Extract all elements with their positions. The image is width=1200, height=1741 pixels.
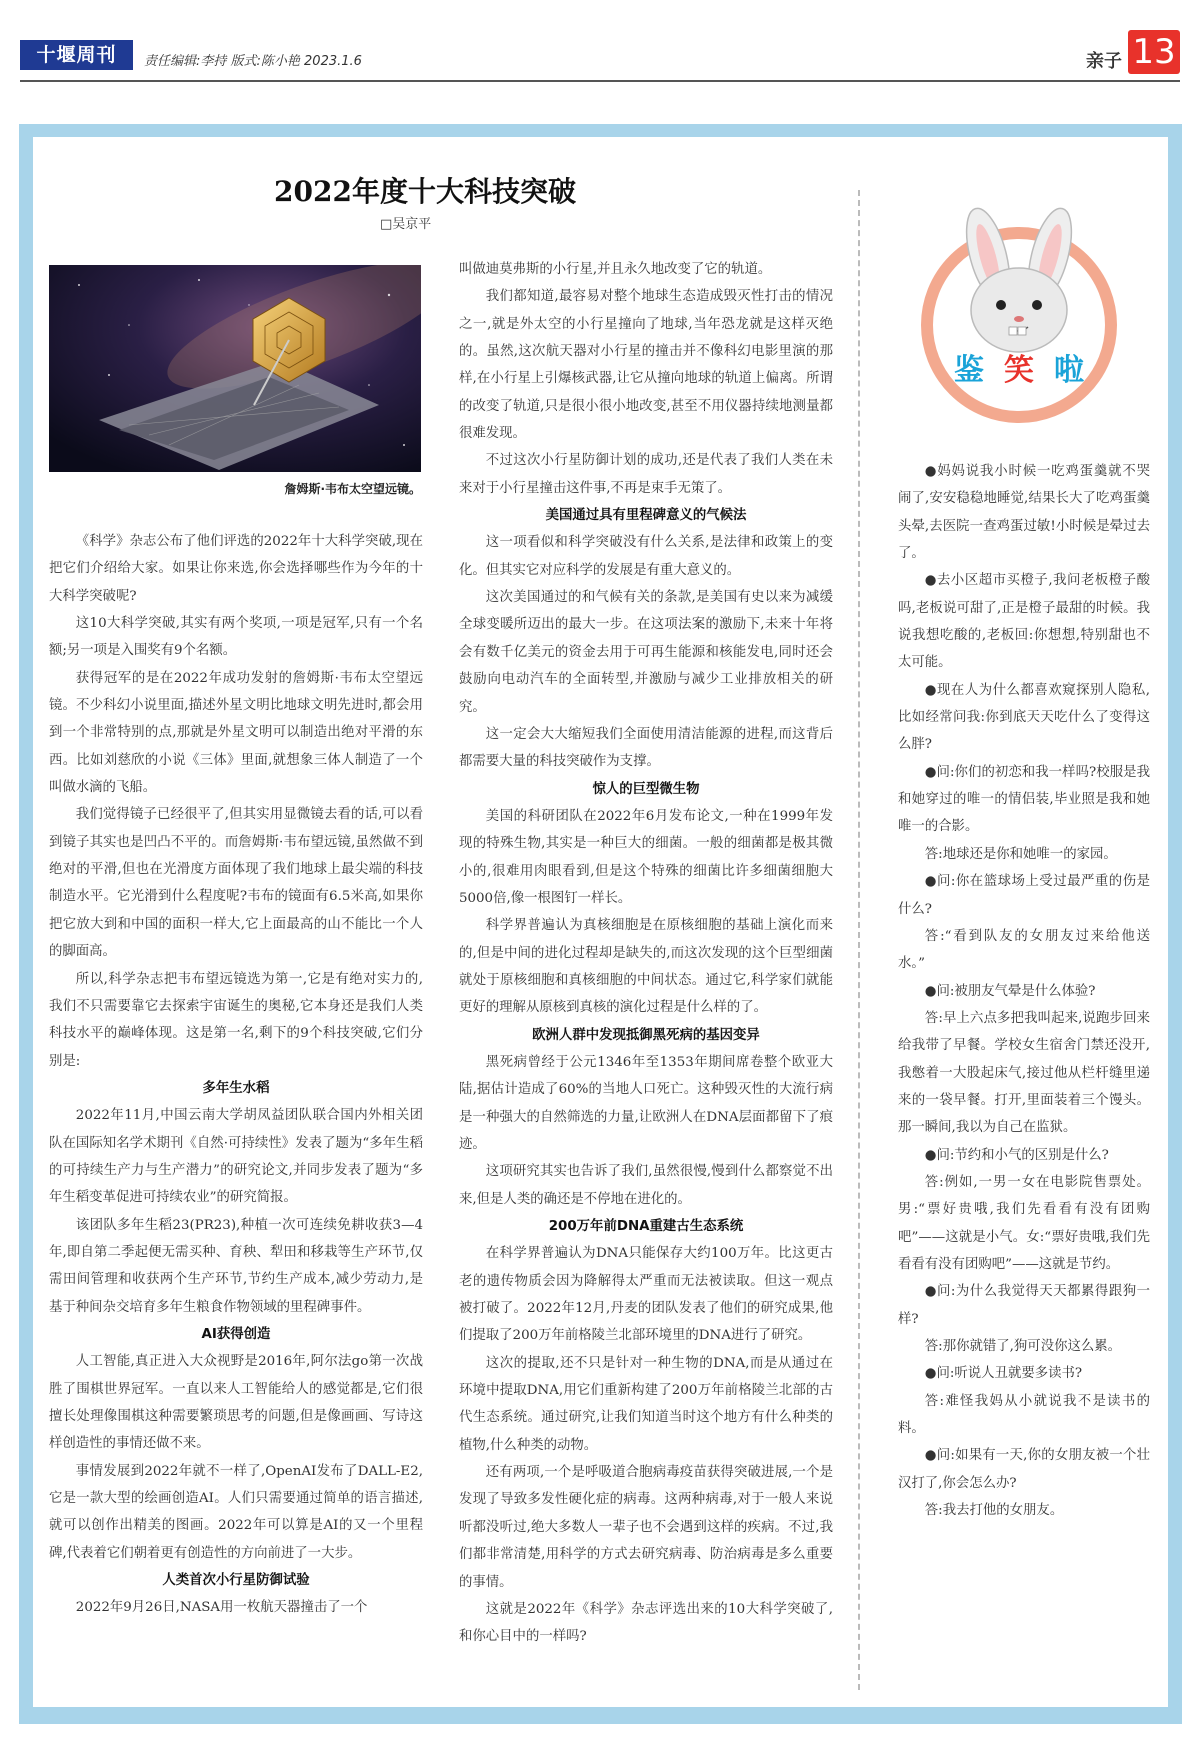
paragraph: ●问:节约和小气的区别是什么?: [924, 1147, 1109, 1163]
paragraph: 这10大科学突破,其实有两个奖项,一项是冠军,只有一个名额;另一项是入围奖有9个名额。: [49, 616, 423, 659]
paragraph: 答:难怪我妈从小就说我不是读书的料。: [898, 1393, 1150, 1437]
paragraph: ●妈妈说我小时候一吃鸡蛋羹就不哭闹了,安安稳稳地睡觉,结果长大了吃鸡蛋羹头晕,去医院一查鸡蛋过敏!小时候是晕过去了。: [898, 464, 1150, 562]
article-title: 2022年度十大科技突破: [274, 175, 576, 208]
paragraph: 我们觉得镜子已经很平了,但其实用显微镜去看的话,可以看到镜子其实也是凹凸不平的。而詹姆斯·韦布望远镜,虽然做不到绝对的平滑,但也在光滑度方面体现了我们地球上最尖端的科技制造水平。它光滑到什么程度呢?韦布的镜面有6.5米高,如果你把它放大到和中国的面积一样大,它上面最高的山不能比一个人的脚面高。: [49, 807, 423, 960]
paragraph: ●问:你们的初恋和我一样吗?校服是我和她穿过的唯一的情侣装,毕业照是我和她唯一的合影。: [898, 764, 1150, 835]
jokes-column: [898, 458, 1150, 1524]
photo-caption: 詹姆斯·韦布太空望远镜。: [284, 482, 421, 496]
subheading: 欧洲人群中发现抵御黑死病的基因变异: [532, 1027, 760, 1043]
header-rule: [20, 80, 1180, 82]
column-separator: [858, 190, 860, 1690]
paragraph: ●问:如果有一天,你的女朋友被一个壮汉打了,你会怎么办?: [898, 1448, 1150, 1491]
paragraph: ●问:你在篮球场上受过最严重的伤是什么?: [898, 874, 1150, 917]
subheading: 多年生水稻: [202, 1080, 270, 1096]
joke-title-char: 鉴: [954, 353, 984, 388]
page-number: 13: [1128, 30, 1180, 74]
paragraph: 答:地球还是你和她唯一的家园。: [924, 846, 1117, 862]
paragraph: 这一定会大大缩短我们全面使用清洁能源的进程,而这背后都需要大量的科技突破作为支撑。: [459, 726, 833, 770]
joke-title-char: 啦: [1054, 353, 1084, 388]
paragraph: 《科学》杂志公布了他们评选的2022年十大科学突破,现在把它们介绍给大家。如果让你来选,你会选择哪些作为今年的十大科学突破呢?: [49, 534, 423, 604]
subheading: 人类首次小行星防御试验: [162, 1573, 310, 1589]
paragraph: 人工智能,真正进入大众视野是2016年,阿尔法go第一次战胜了围棋世界冠军。一直以来人工智能给人的感觉都是,它们很擅长处理像围棋这种需要繁琐思考的问题,但是像画画、写诗这样创造性的事情还做不来。: [49, 1354, 423, 1452]
paragraph: 黑死病曾经于公元1346年至1353年期间席卷整个欧亚大陆,据估计造成了60%的当地人口死亡。这种毁灭性的大流行病是一种强大的自然筛选的力量,让欧洲人在DNA层面都留下了痕迹。: [459, 1054, 833, 1152]
page-header: [20, 30, 1180, 86]
paragraph: 答:早上六点多把我叫起来,说跑步回来给我带了早餐。学校女生宿舍门禁还没开,我憋着一大股起床气,接过他从栏杆缝里递来的一袋早餐。打开,里面装着三个馒头。那一瞬间,我以为自己在监狱。: [898, 1010, 1150, 1136]
section-name: 亲子: [1086, 51, 1122, 72]
paragraph: 答:我去打他的女朋友。: [924, 1503, 1064, 1519]
subheading: 美国通过具有里程碑意义的气候法: [545, 508, 747, 524]
joke-corner-logo: [918, 195, 1120, 435]
paragraph: 科学界普遍认为真核细胞是在原核细胞的基础上演化而来的,但是中间的进化过程却是缺失的,而这次发现的这个巨型细菌就处于原核细胞和真核细胞的中间状态。通过它,科学家们就能更好的理解从原核到真核的演化过程是什么样的了。: [459, 918, 833, 1016]
paragraph: ●问:被朋友气晕是什么体验?: [924, 983, 1096, 999]
paragraph: ●问:为什么我觉得天天都累得跟狗一样?: [898, 1284, 1150, 1327]
paragraph: 该团队多年生稻23(PR23),种植一次可连续免耕收获3—4年,即自第二季起便无需买种、育秧、犁田和移栽等生产环节,仅需田间管理和收获两个生产环节,节约生产成本,减少劳动力,是基于种间杂交培育多年生粮食作物领域的里程碑事件。: [49, 1217, 423, 1315]
paragraph: 我们都知道,最容易对整个地球生态造成毁灭性打击的情况之一,就是外太空的小行星撞向了地球,当年恐龙就是这样灭绝的。虽然,这次航天器对小行星的撞击并不像科幻电影里演的那样,在小行星上引爆核武器,让它从撞向地球的轨道上偏离。所谓的改变了轨道,只是很小很小地改变,甚至不用仪器持续地测量都很难发现。: [459, 289, 833, 442]
subheading: 200万年前DNA重建古生态系统: [548, 1219, 744, 1235]
paragraph: 2022年11月,中国云南大学胡凤益团队联合国内外相关团队在国际知名学术期刊《自然·可持续性》发表了题为“多年生稻的可持续生产力与生产潜力”的研究论文,并同步发表了题为“多年生稻变革促进可持续农业”的研究简报。: [49, 1108, 423, 1206]
newspaper-logo: 十堰周刊: [20, 40, 133, 70]
editor-credits: 责任编辑:李持 版式:陈小艳 2023.1.6: [144, 54, 362, 69]
paragraph: ●现在人为什么都喜欢窥探别人隐私,比如经常问我:你到底天天吃什么了变得这么胖?: [898, 682, 1150, 753]
paragraph: 这就是2022年《科学》杂志评选出来的10大科学突破了,和你心目中的一样吗?: [459, 1601, 833, 1645]
subheading: 惊人的巨型微生物: [592, 781, 700, 797]
paragraph: 这一项看似和科学突破没有什么关系,是法律和政策上的变化。但其实它对应科学的发展是有重大意义的。: [459, 535, 833, 578]
article-column-2: [459, 256, 833, 1651]
paragraph: 不过这次小行星防御计划的成功,还是代表了我们人类在未来对于小行星撞击这件事,不再是束手无策了。: [459, 453, 833, 496]
telescope-photo: [49, 265, 421, 472]
paragraph: 还有两项,一个是呼吸道合胞病毒疫苗获得突破进展,一个是发现了导致多发性硬化症的病毒。这两种病毒,对于一般人来说听都没听过,绝大多数人一辈子也不会遇到这样的疾病。不过,我们都非常清楚,用科学的方式去研究病毒、防治病毒是多么重要的事情。: [459, 1465, 833, 1590]
paragraph: 这次美国通过的和气候有关的条款,是美国有史以来为减缓全球变暖所迈出的最大一步。在这项法案的激励下,未来十年将会有数千亿美元的资金去用于可再生能源和核能发电,同时还会鼓励向电动汽车的全面转型,并激励与减少工业排放相关的研究。: [459, 590, 833, 715]
paragraph: 在科学界普遍认为DNA只能保存大约100万年。比这更古老的遗传物质会因为降解得太严重而无法被读取。但这一观点被打破了。2022年12月,丹麦的团队发表了他们的研究成果,他们提取了200万年前格陵兰北部环境里的DNA进行了研究。: [459, 1246, 833, 1344]
subheading: AI获得创造: [201, 1326, 271, 1342]
article-author: □吴京平: [380, 217, 432, 232]
article-column-1: [49, 528, 423, 1622]
joke-title-char: 笑: [1004, 353, 1034, 388]
paragraph: 事情发展到2022年就不一样了,OpenAI发布了DALL-E2,它是一款大型的绘画创造AI。人们只需要通过简单的语言描述,就可以创作出精美的图画。2022年可以算是AI的又一个里程碑,代表着它们朝着更有创造性的方向前进了一大步。: [49, 1463, 423, 1561]
paragraph: 美国的科研团队在2022年6月发布论文,一种在1999年发现的特殊生物,其实是一种巨大的细菌。一般的细菌都是极其微小的,很难用肉眼看到,但是这个特殊的细菌比许多细菌细胞大5000倍,像一根图钉一样长。: [459, 808, 833, 906]
paragraph: 叫做迪莫弗斯的小行星,并且永久地改变了它的轨道。: [459, 262, 772, 277]
paragraph: 所以,科学杂志把韦布望远镜选为第一,它是有绝对实力的,我们不只需要靠它去探索宇宙诞生的奥秘,它本身还是我们人类科技水平的巅峰体现。这是第一名,剩下的9个科技突破,它们分别是:: [49, 971, 423, 1069]
paragraph: ●去小区超市买橙子,我问老板橙子酸吗,老板说可甜了,正是橙子最甜的时候。我说我想吃酸的,老板回:你想想,特别甜也不太可能。: [898, 573, 1150, 671]
paragraph: 答:“看到队友的女朋友过来给他送水。”: [898, 928, 1150, 972]
paragraph: ●问:听说人丑就要多读书?: [924, 1366, 1083, 1382]
paragraph: 2022年9月26日,NASA用一枚航天器撞击了一个: [75, 1600, 368, 1616]
paragraph: 答:例如,一男一女在电影院售票处。男:“票好贵哦,我们先看看有没有团购吧”——这就是小气。女:“票好贵哦,我们先看看有没有团购吧”——这就是节约。: [898, 1174, 1150, 1272]
paragraph: 这项研究其实也告诉了我们,虽然很慢,慢到什么都察觉不出来,但是人类的确还是不停地在进化的。: [459, 1164, 833, 1207]
paragraph: 获得冠军的是在2022年成功发射的詹姆斯·韦布太空望远镜。不少科幻小说里面,描述外星文明比地球文明先进时,都会用到一个非常特别的点,那就是外星文明可以制造出绝对平滑的东西。比如刘慈欣的小说《三体》里面,就想象三体人制造了一个叫做水滴的飞船。: [49, 670, 423, 796]
paragraph: 这次的提取,还不只是针对一种生物的DNA,而是从通过在环境中提取DNA,用它们重新构建了200万年前格陵兰北部的古代生态系统。通过研究,让我们知道当时这个地方有什么种类的植物,什么种类的动物。: [459, 1355, 833, 1453]
paragraph: 答:那你就错了,狗可没你这么累。: [924, 1339, 1122, 1354]
